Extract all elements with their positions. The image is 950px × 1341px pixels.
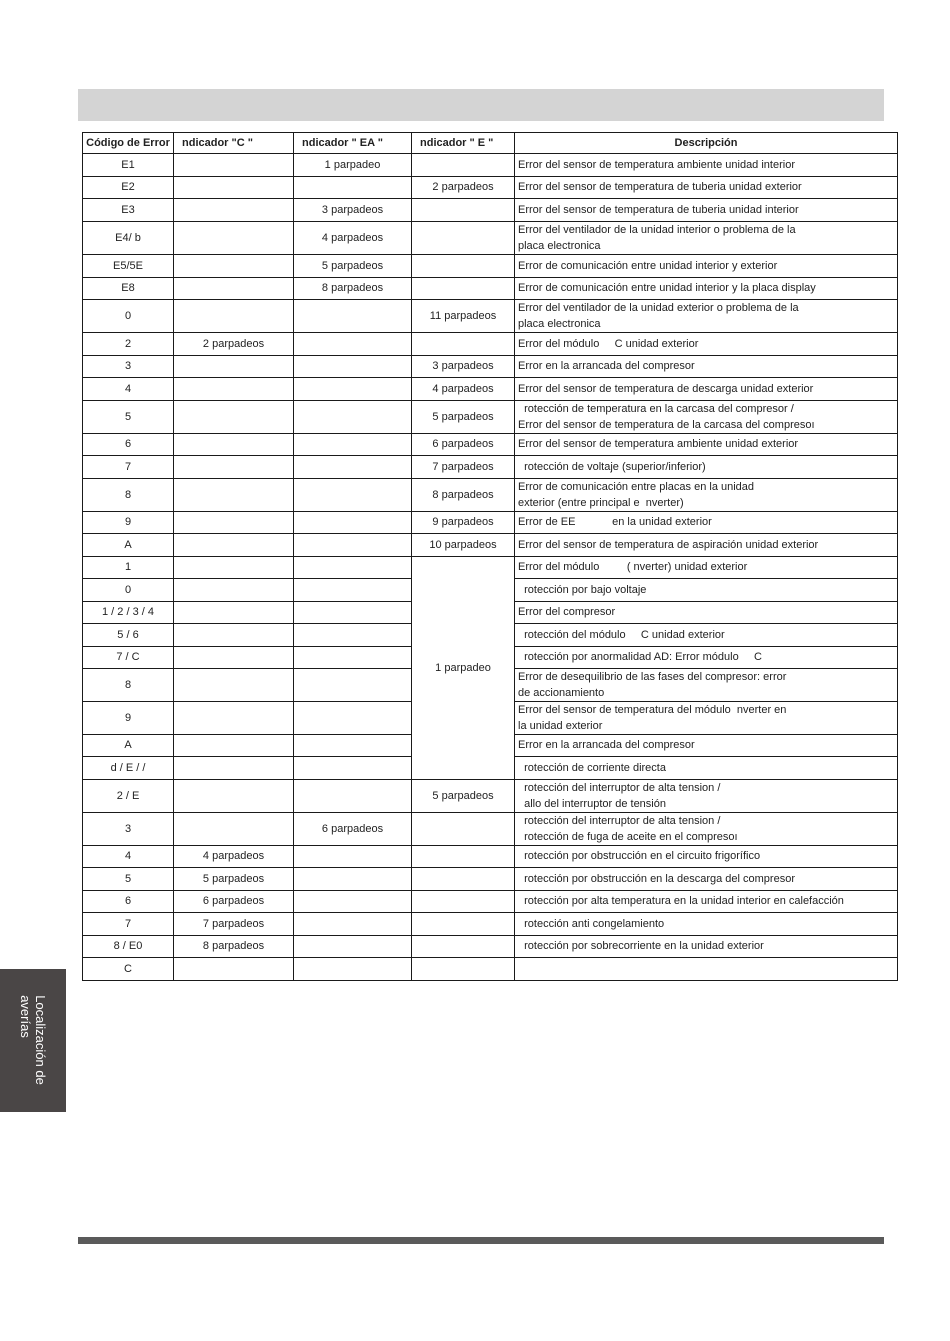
- table-row: [83, 936, 898, 958]
- indicator-3-cell: [412, 278, 515, 300]
- indicator-3-cell: 4 parpadeos: [412, 378, 515, 401]
- description-cell: Error del sensor de temperatura ambiente unidad exterior: [515, 434, 898, 456]
- description-cell: rotección del interruptor de alta tension / rotección de fuga de aceite en el compresoı: [515, 813, 898, 846]
- description-cell: rotección del interruptor de alta tension / allo del interruptor de tensión: [515, 780, 898, 813]
- code-cell: 8 / E0: [83, 936, 174, 958]
- description-cell: Error en la arrancada del compresor: [515, 356, 898, 378]
- code-cell: A: [83, 534, 174, 557]
- code-cell: 4: [83, 378, 174, 401]
- indicator-3-cell: [412, 154, 515, 177]
- code-cell: E8: [83, 278, 174, 300]
- table-row: [83, 356, 898, 378]
- description-cell: Error del sensor de temperatura de aspiración unidad exterior: [515, 534, 898, 557]
- description-cell: rotección por alta temperatura en la unidad interior en calefacción: [515, 891, 898, 913]
- error-code-table: [82, 132, 898, 981]
- indicator-2-cell: 1 parpadeo: [294, 154, 412, 177]
- indicator-2-cell: 6 parpadeos: [294, 813, 412, 846]
- code-cell: 0: [83, 300, 174, 333]
- indicator-3-cell: [412, 222, 515, 255]
- table-row: [83, 958, 898, 981]
- code-cell: 2: [83, 333, 174, 356]
- description-cell: rotección por anormalidad AD: Error módulo C: [515, 647, 898, 669]
- description-cell: Error en la arrancada del compresor: [515, 735, 898, 757]
- code-cell: 1: [83, 557, 174, 579]
- indicator-1-cell: 2 parpadeos: [174, 333, 294, 356]
- table-row: [83, 222, 898, 255]
- indicator-1-cell: [174, 222, 294, 255]
- indicator-2-cell: [294, 936, 412, 958]
- indicator-1-cell: [174, 278, 294, 300]
- indicator-2-cell: 8 parpadeos: [294, 278, 412, 300]
- indicator-3-cell: 6 parpadeos: [412, 434, 515, 456]
- code-cell: 8: [83, 479, 174, 512]
- indicator-2-cell: [294, 177, 412, 199]
- footer-rule: [78, 1237, 884, 1244]
- code-cell: E3: [83, 199, 174, 222]
- indicator-2-cell: [294, 333, 412, 356]
- indicator-2-cell: [294, 913, 412, 936]
- indicator-2-cell: [294, 846, 412, 868]
- indicator-3-cell: [412, 255, 515, 278]
- indicator-2-cell: [294, 735, 412, 757]
- indicator-2-cell: [294, 780, 412, 813]
- description-cell: rotección de corriente directa: [515, 757, 898, 780]
- code-cell: 3: [83, 813, 174, 846]
- indicator-1-cell: [174, 757, 294, 780]
- description-cell: Error del módulo ( nverter) unidad exterior: [515, 557, 898, 579]
- description-cell: rotección por sobrecorriente en la unidad exterior: [515, 936, 898, 958]
- indicator-3-cell: 3 parpadeos: [412, 356, 515, 378]
- table-row: [83, 300, 898, 333]
- code-cell: 0: [83, 579, 174, 602]
- header-description: Descripción: [515, 133, 898, 154]
- indicator-2-cell: [294, 647, 412, 669]
- indicator-1-cell: [174, 534, 294, 557]
- code-cell: 5: [83, 401, 174, 434]
- table-row: [83, 154, 898, 177]
- description-cell: Error de desequilibrio de las fases del compresor: error de accionamiento: [515, 669, 898, 702]
- indicator-3-cell: 8 parpadeos: [412, 479, 515, 512]
- indicator-3-cell: 11 parpadeos: [412, 300, 515, 333]
- description-cell: Error del módulo C unidad exterior: [515, 333, 898, 356]
- indicator-2-cell: [294, 456, 412, 479]
- indicator-2-cell: [294, 434, 412, 456]
- description-cell: Error de comunicación entre unidad interior y exterior: [515, 255, 898, 278]
- indicator-3-cell: [412, 333, 515, 356]
- table-row: [83, 479, 898, 512]
- indicator-2-cell: [294, 757, 412, 780]
- indicator-2-cell: [294, 557, 412, 579]
- indicator-1-cell: [174, 378, 294, 401]
- code-cell: 6: [83, 891, 174, 913]
- indicator-1-cell: 6 parpadeos: [174, 891, 294, 913]
- indicator-2-cell: [294, 512, 412, 534]
- description-cell: Error del sensor de temperatura de tuberia unidad interior: [515, 199, 898, 222]
- indicator-2-cell: 4 parpadeos: [294, 222, 412, 255]
- indicator-2-cell: [294, 958, 412, 981]
- code-cell: 7: [83, 456, 174, 479]
- indicator-1-cell: [174, 199, 294, 222]
- indicator-3-cell: [412, 936, 515, 958]
- indicator-3-cell: 10 parpadeos: [412, 534, 515, 557]
- description-cell: rotección de temperatura en la carcasa del compresor / Error del sensor de temperatura de la carcasa del compresoı: [515, 401, 898, 434]
- table-row: [83, 512, 898, 534]
- indicator-1-cell: [174, 356, 294, 378]
- table-header-row: [83, 133, 898, 154]
- table-row: [83, 434, 898, 456]
- table-row: [83, 255, 898, 278]
- table-row: [83, 868, 898, 891]
- indicator-3-cell: [412, 199, 515, 222]
- indicator-1-cell: [174, 669, 294, 702]
- indicator-2-cell: [294, 669, 412, 702]
- indicator-3-cell: [412, 913, 515, 936]
- code-cell: 8: [83, 669, 174, 702]
- indicator-2-cell: [294, 479, 412, 512]
- code-cell: 2 / E: [83, 780, 174, 813]
- code-cell: E2: [83, 177, 174, 199]
- code-cell: 5 / 6: [83, 624, 174, 647]
- indicator-1-cell: 4 parpadeos: [174, 846, 294, 868]
- table-row: [83, 199, 898, 222]
- description-cell: rotección por obstrucción en la descarga del compresor: [515, 868, 898, 891]
- indicator-3-cell: [412, 813, 515, 846]
- code-cell: E1: [83, 154, 174, 177]
- header-error-code: Código de Error: [83, 133, 174, 154]
- indicator-3-cell: [412, 891, 515, 913]
- indicator-2-cell: [294, 868, 412, 891]
- indicator-1-cell: [174, 735, 294, 757]
- indicator-2-cell: [294, 702, 412, 735]
- side-tab: [0, 969, 66, 1112]
- table-row: [83, 278, 898, 300]
- indicator-2-cell: 3 parpadeos: [294, 199, 412, 222]
- indicator-1-cell: [174, 456, 294, 479]
- indicator-3-cell: [412, 958, 515, 981]
- indicator-2-cell: [294, 401, 412, 434]
- code-cell: 3: [83, 356, 174, 378]
- code-cell: 4: [83, 846, 174, 868]
- description-cell: Error del ventilador de la unidad exterior o problema de la placa electronica: [515, 300, 898, 333]
- indicator-3-merged-cell: 1 parpadeo: [412, 557, 515, 780]
- table-row: [83, 780, 898, 813]
- indicator-2-cell: [294, 624, 412, 647]
- indicator-3-cell: [412, 868, 515, 891]
- description-cell: Error de EE en la unidad exterior: [515, 512, 898, 534]
- indicator-1-cell: [174, 512, 294, 534]
- section-header-band: [78, 89, 884, 121]
- table-row: [83, 846, 898, 868]
- description-cell: Error del sensor de temperatura de tuberia unidad exterior: [515, 177, 898, 199]
- code-cell: 7: [83, 913, 174, 936]
- table-row: [83, 534, 898, 557]
- indicator-1-cell: [174, 813, 294, 846]
- description-cell: Error del sensor de temperatura de descarga unidad exterior: [515, 378, 898, 401]
- indicator-1-cell: [174, 557, 294, 579]
- indicator-2-cell: 5 parpadeos: [294, 255, 412, 278]
- indicator-1-cell: [174, 177, 294, 199]
- table-row: [83, 813, 898, 846]
- indicator-2-cell: [294, 300, 412, 333]
- description-cell: rotección de voltaje (superior/inferior): [515, 456, 898, 479]
- table-row: [83, 378, 898, 401]
- code-cell: C: [83, 958, 174, 981]
- description-cell: rotección por bajo voltaje: [515, 579, 898, 602]
- header-indicator-1: ndicador "C ": [174, 133, 294, 154]
- description-cell: Error del sensor de temperatura ambiente unidad interior: [515, 154, 898, 177]
- indicator-3-cell: [412, 846, 515, 868]
- table-row: [83, 913, 898, 936]
- code-cell: 5: [83, 868, 174, 891]
- description-cell: rotección por obstrucción en el circuito frigorífico: [515, 846, 898, 868]
- indicator-3-cell: 7 parpadeos: [412, 456, 515, 479]
- code-cell: 9: [83, 512, 174, 534]
- indicator-1-cell: [174, 780, 294, 813]
- indicator-1-cell: [174, 647, 294, 669]
- indicator-1-cell: [174, 702, 294, 735]
- indicator-1-cell: 5 parpadeos: [174, 868, 294, 891]
- code-cell: E4/ b: [83, 222, 174, 255]
- description-cell: Error del ventilador de la unidad interior o problema de la placa electronica: [515, 222, 898, 255]
- table-row: [83, 177, 898, 199]
- indicator-1-cell: 8 parpadeos: [174, 936, 294, 958]
- code-cell: 1 / 2 / 3 / 4: [83, 602, 174, 624]
- description-cell: rotección anti congelamiento: [515, 913, 898, 936]
- indicator-1-cell: [174, 255, 294, 278]
- description-cell: rotección del módulo C unidad exterior: [515, 624, 898, 647]
- table-row: [83, 401, 898, 434]
- code-cell: A: [83, 735, 174, 757]
- indicator-2-cell: [294, 602, 412, 624]
- table-row: [83, 891, 898, 913]
- code-cell: d / E / /: [83, 757, 174, 780]
- description-cell: Error de comunicación entre unidad interior y la placa display: [515, 278, 898, 300]
- indicator-2-cell: [294, 356, 412, 378]
- indicator-3-cell: 5 parpadeos: [412, 401, 515, 434]
- indicator-2-cell: [294, 378, 412, 401]
- description-cell: Error de comunicación entre placas en la unidad exterior (entre principal e nverter): [515, 479, 898, 512]
- description-cell: [515, 958, 898, 981]
- indicator-1-cell: [174, 602, 294, 624]
- code-cell: 9: [83, 702, 174, 735]
- table-body: [83, 154, 898, 981]
- code-cell: E5/5E: [83, 255, 174, 278]
- indicator-1-cell: [174, 579, 294, 602]
- indicator-1-cell: [174, 624, 294, 647]
- indicator-1-cell: [174, 958, 294, 981]
- indicator-3-cell: 5 parpadeos: [412, 780, 515, 813]
- table-row: [83, 333, 898, 356]
- code-cell: 6: [83, 434, 174, 456]
- description-cell: Error del compresor: [515, 602, 898, 624]
- indicator-3-cell: 9 parpadeos: [412, 512, 515, 534]
- header-indicator-3: ndicador " E ": [412, 133, 515, 154]
- indicator-1-cell: [174, 300, 294, 333]
- indicator-2-cell: [294, 891, 412, 913]
- description-cell: Error del sensor de temperatura del módulo nverter en la unidad exterior: [515, 702, 898, 735]
- indicator-2-cell: [294, 579, 412, 602]
- indicator-1-cell: [174, 401, 294, 434]
- table-row: [83, 456, 898, 479]
- indicator-1-cell: [174, 479, 294, 512]
- header-indicator-2: ndicador " EA ": [294, 133, 412, 154]
- indicator-3-cell: 2 parpadeos: [412, 177, 515, 199]
- side-tab-label: Localización de averías: [18, 995, 48, 1085]
- indicator-1-cell: [174, 154, 294, 177]
- code-cell: 7 / C: [83, 647, 174, 669]
- indicator-1-cell: [174, 434, 294, 456]
- indicator-2-cell: [294, 534, 412, 557]
- table-row: [83, 557, 898, 579]
- indicator-1-cell: 7 parpadeos: [174, 913, 294, 936]
